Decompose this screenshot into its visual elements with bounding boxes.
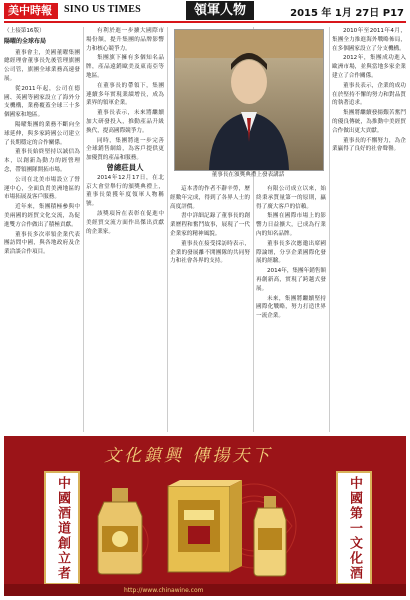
- section-title: 領軍人物: [186, 1, 254, 20]
- paragraph: 2012年，集團成功進入歐洲市場，並與當地多家企業建立了合作關係。: [332, 55, 406, 79]
- photo-caption: 董事長在頒獎典禮上發表講話: [211, 172, 285, 178]
- ad-headline: 文化鎮興 傳揚天下: [104, 446, 273, 466]
- column-5: [332, 27, 406, 432]
- paragraph: 董事長表示，企業的成功在於堅持不懈的努力和對品質的執著追求。: [332, 82, 406, 107]
- article-body: [4, 27, 406, 432]
- brand-english-name: SINO US TIMES: [64, 4, 141, 15]
- paragraph: 集團將繼續發揚艱苦奮鬥的優良傳統，為推動中美經貿合作做出更大貢獻。: [332, 110, 406, 134]
- paragraph: 同時，集團將進一步完善全球銷售網絡，為客戶提供更加優質的產品和服務。: [86, 137, 164, 162]
- paragraph: 集團旗下擁有多個知名品牌，產品遠銷歐美及東南亞等地區。: [86, 55, 164, 79]
- ad-right-slogan: 中國第一文化酒: [347, 475, 362, 581]
- column-1: [4, 27, 80, 432]
- paragraph: 2014年，集團年銷售額再創新高，實現了跨越式發展。: [256, 268, 326, 292]
- product-bottle-icon: [250, 494, 290, 578]
- paragraph: 董事會主，美國董曜集團總經理會董事長先後管理旗團公司管，旗團全球業務高速發展。: [4, 49, 80, 82]
- column-divider: [83, 27, 84, 432]
- ad-footer-bar: [4, 584, 406, 596]
- ad-left-banner: [44, 471, 80, 585]
- paragraph: 集團在國際市場上的影響力日益擴大，已成為行業內的知名品牌。: [256, 213, 326, 237]
- column-divider: [329, 27, 330, 432]
- chairman-photo: [174, 29, 324, 171]
- header-rule: [4, 21, 406, 23]
- paragraph: 2014年12月17日，在北京大會堂舉行的頒獎典禮上，董事長榮獲年度領軍人物稱號。: [86, 174, 164, 208]
- paragraph: 從2011年起，公司在德國、英國等國家設立了海外分支機構，業務覆蓋全球三十多個國家和地區。: [4, 85, 80, 119]
- paragraph: 書中詳細記錄了董事長的創業歷程和奮鬥故事，展現了一代企業家的精神風貌。: [170, 213, 250, 237]
- product-bottle-icon: [90, 486, 150, 576]
- issue-date: 2015 年 1月 27日 P17: [290, 8, 404, 19]
- paragraph: 有限公司成立以來，始終秉承質量第一的原則，贏得了廣大客戶的信賴。: [256, 186, 326, 210]
- paragraph: 在董事長的帶領下，集團連續多年實現業績增長，成為業界的領軍企業。: [86, 82, 164, 107]
- paragraph: 這本書的作者不辭辛勞，歷經數年完成，得到了各界人士的高度評價。: [170, 186, 250, 210]
- paragraph: 陽曜集團的業務不斷向全球延伸，與多家跨國公司建立了長期穩定的合作關係。: [4, 121, 80, 146]
- paragraph: 董事長始終堅持以誠信為本，以創新為動力的經營理念，帶領團隊開拓市場。: [4, 149, 80, 173]
- paragraph: 董事長多次率領企業代表團訪問中國，與各地政府及企業洽談合作項目。: [4, 231, 80, 256]
- paragraph: 公司在北美市場設立了營運中心，全面負責美洲地區的市場拓展及客戶服務。: [4, 176, 80, 201]
- subheading: 陽曜的全球布局: [4, 37, 47, 45]
- product-box-icon: [164, 480, 244, 576]
- page-header: [0, 0, 410, 24]
- ad-right-banner: [336, 471, 372, 585]
- paragraph: 2010年至2011年4月，集團全力推進海外戰略佈局，在多個國家設立了分支機構。: [332, 28, 406, 52]
- continued-note: （上接第16版）: [4, 28, 45, 34]
- paragraph: 未來，集團將繼續堅持國際化戰略，努力打造世界一流企業。: [256, 295, 326, 320]
- brand-logo: 美中時報: [4, 3, 58, 19]
- paragraph: 董事長的不懈努力，為企業贏得了良好的社會聲譽。: [332, 137, 406, 153]
- paragraph: 董事長表示，未來將繼續加大研發投入，推動產品升級換代，提高國際競爭力。: [86, 110, 164, 134]
- paragraph: 董事長在接受採訪時表示，企業的發展離不開團隊的共同努力和社會各界的支持。: [170, 240, 250, 265]
- column-divider: [167, 27, 168, 432]
- ad-left-slogan: 中國酒道創立者: [55, 475, 70, 581]
- paragraph: 該獎項旨在表彰在促進中美經貿交流方面作出傑出貢獻的企業家。: [86, 210, 164, 235]
- paragraph: 有利於進一步擴大國際市場份額，提升集團的品牌影響力和核心競爭力。: [86, 28, 164, 52]
- liquor-advertisement: [4, 436, 406, 596]
- ad-url[interactable]: http://www.chinawine.com: [124, 587, 204, 594]
- paragraph: 近年來，集團積極參與中美兩國的經貿文化交流，為促進雙方合作做出了積極貢獻。: [4, 204, 80, 228]
- column-2: [86, 27, 164, 432]
- paragraph: 董事長多次應邀出席國際論壇，分享企業國際化發展的經驗。: [256, 240, 326, 265]
- article-subtitle: 曾總莊員人: [106, 162, 144, 172]
